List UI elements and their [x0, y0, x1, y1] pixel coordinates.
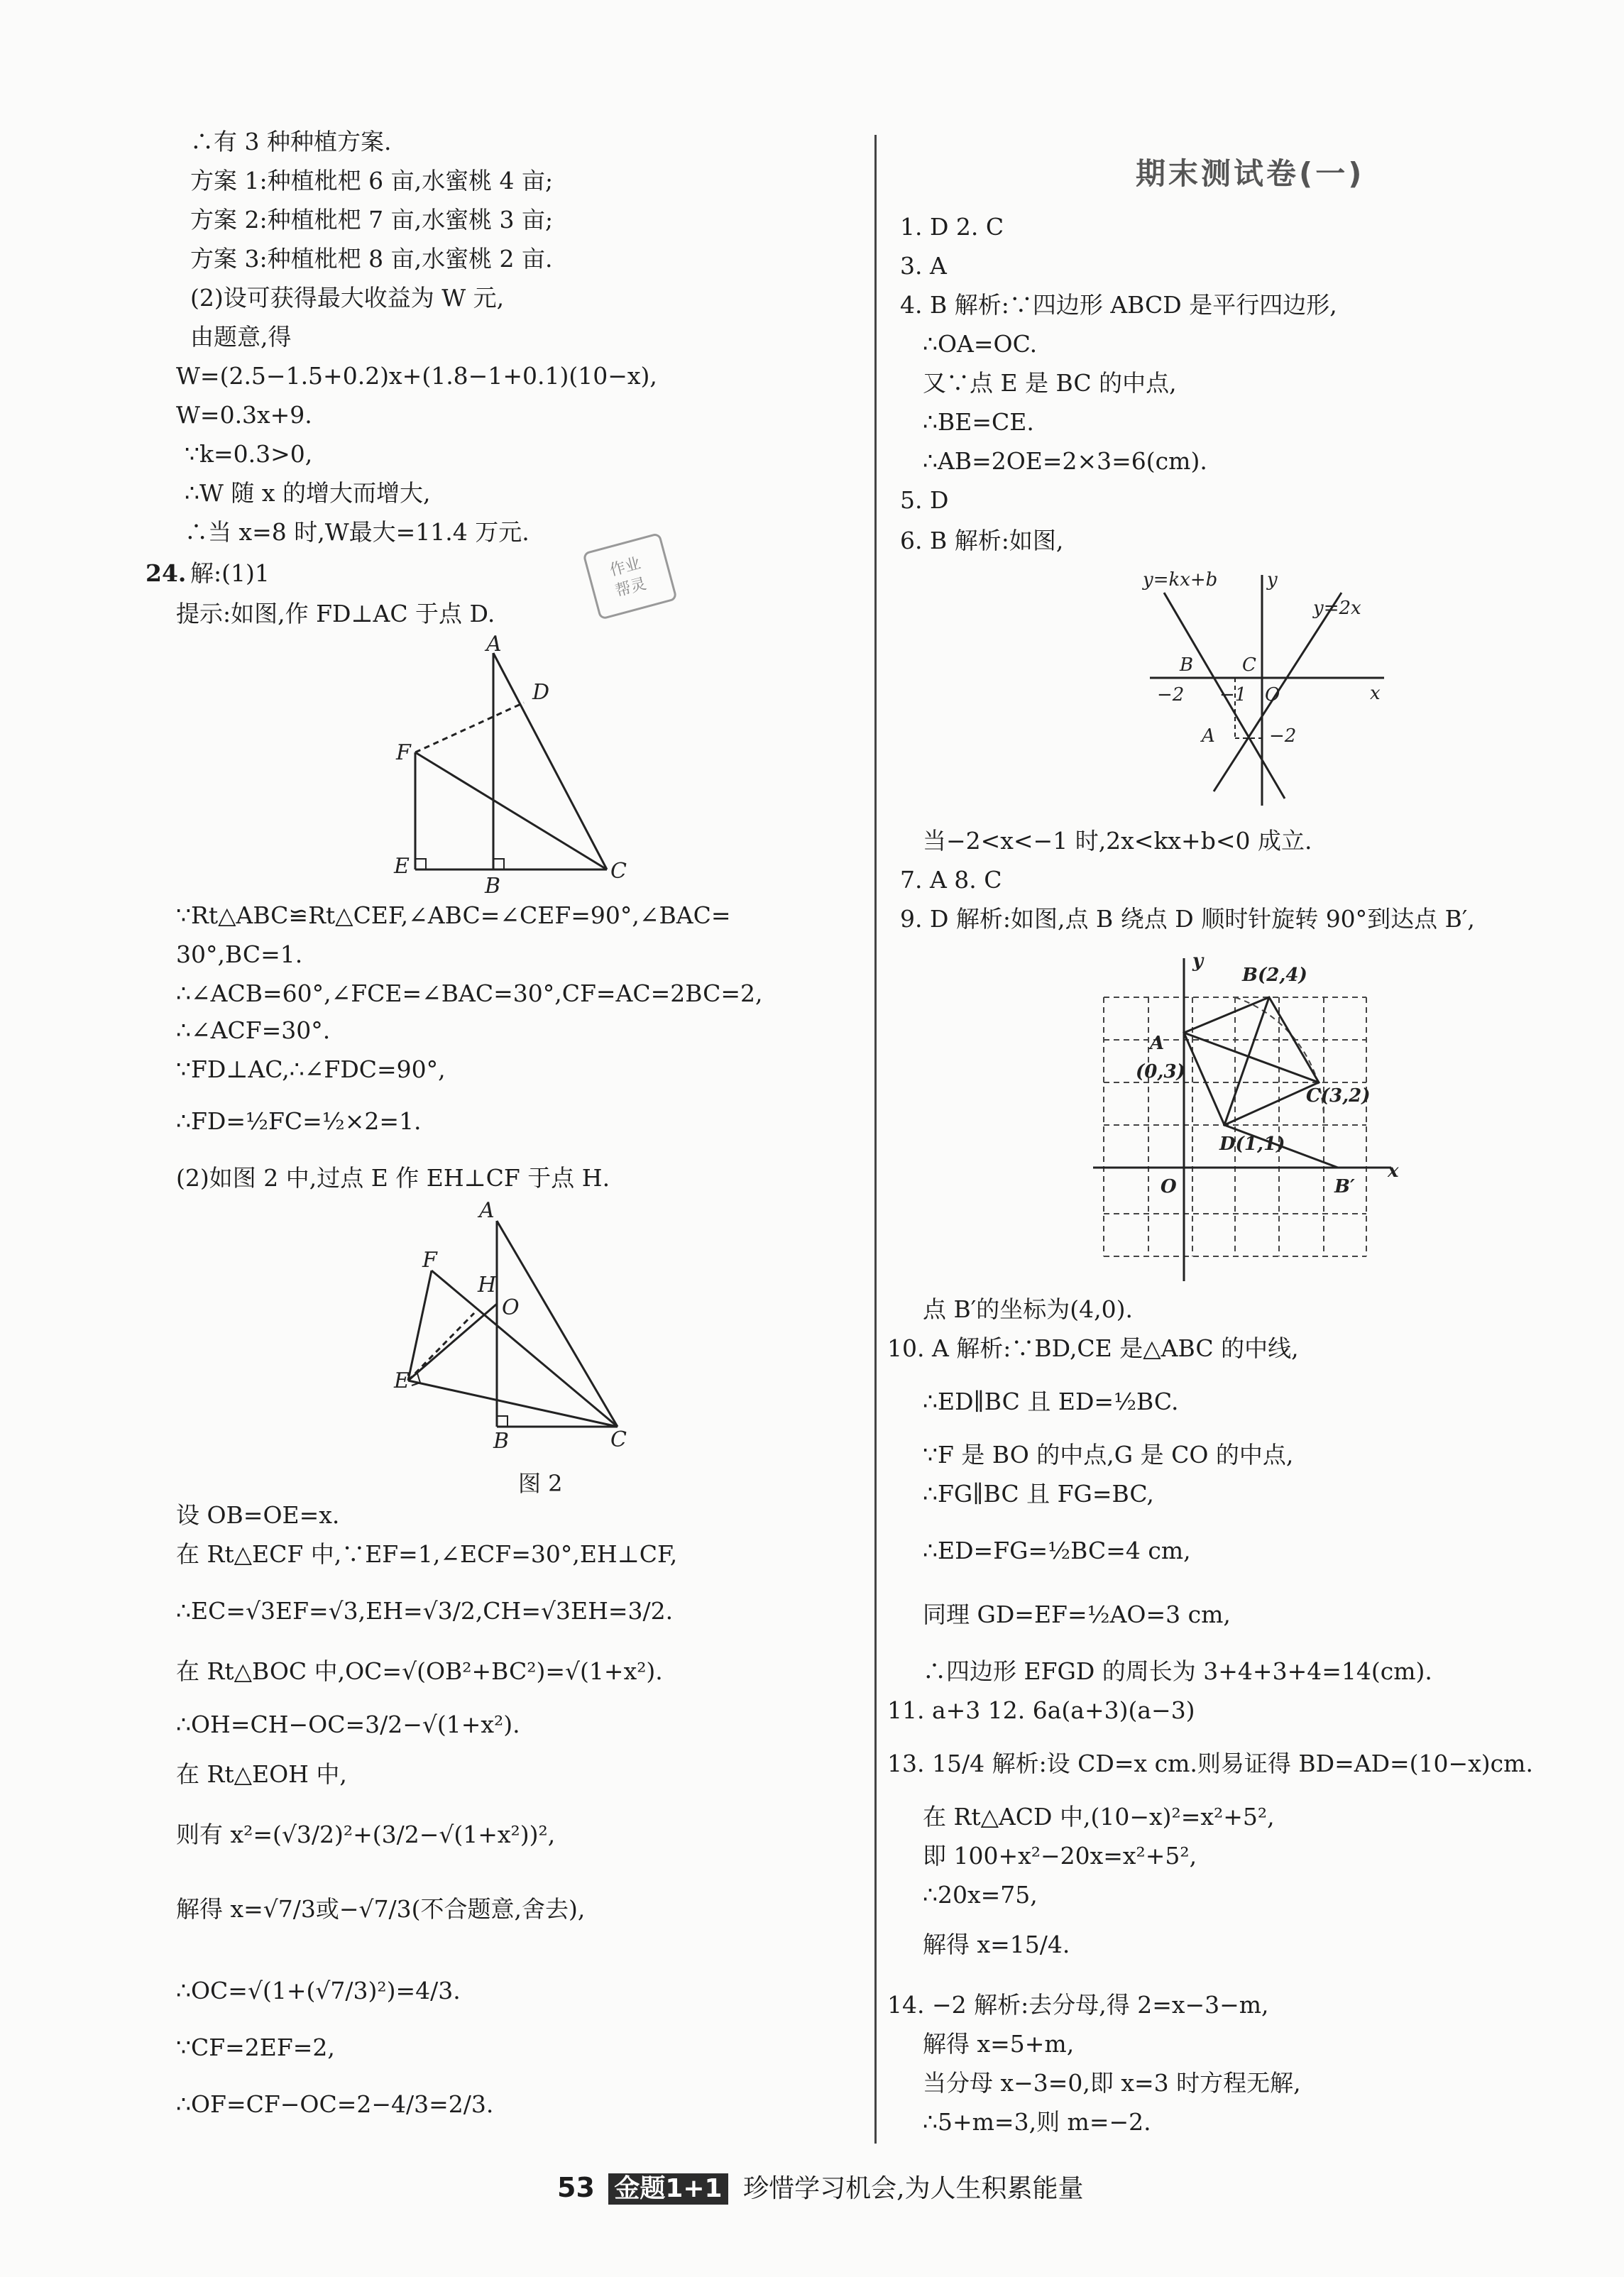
page-number: 53: [557, 2172, 595, 2203]
line-AC: [493, 653, 607, 869]
label-x: x: [1388, 1161, 1399, 1182]
grid: [1104, 997, 1366, 1256]
label-E: E: [394, 1368, 410, 1393]
label-minus1: −1: [1219, 684, 1247, 706]
text-line: ∴∠ACB=60°,∠FCE=∠BAC=30°,CF=AC=2BC=2,: [176, 980, 763, 1007]
label-A: A: [486, 635, 502, 657]
section-title: 期末测试卷(一): [1136, 156, 1365, 191]
text-line: ∴AB=2OE=2×3=6(cm).: [923, 447, 1207, 475]
right-angle-B: [493, 859, 504, 869]
text-line: ∴OA=OC.: [923, 330, 1038, 358]
text-line: 13. 15/4 解析:设 CD=x cm.则易证得 BD=AD=(10−x)cm.: [887, 1750, 1533, 1777]
text-line: ∴四边形 EFGD 的周长为 3+4+3+4=14(cm).: [923, 1657, 1432, 1685]
label-D: D: [532, 680, 550, 705]
graph-question-9: [1093, 951, 1412, 1292]
page-footer: [557, 2172, 1084, 2205]
text-line: ∴5+m=3,则 m=−2.: [923, 2108, 1151, 2136]
text-line: 当分母 x−3=0,即 x=3 时方程无解,: [923, 2069, 1301, 2097]
text-line: ∵F 是 BO 的中点,G 是 CO 的中点,: [923, 1441, 1294, 1469]
text-line: 由题意,得: [190, 323, 292, 351]
text-line: (2)设可获得最大收益为 W 元,: [190, 284, 505, 312]
label-F: F: [422, 1248, 437, 1273]
text-line: 又∵点 E 是 BC 的中点,: [923, 369, 1177, 397]
text-line: ∴EC=√3EF=√3,EH=√3/2,CH=√3EH=3/2.: [176, 1597, 674, 1625]
text-line: ∴OH=CH−OC=3/2−√(1+x²).: [176, 1711, 520, 1738]
text-line: ∵Rt△ABC≌Rt△CEF,∠ABC=∠CEF=90°,∠BAC=: [176, 901, 731, 929]
figure-1-triangle: [383, 635, 653, 898]
text-line: 14. −2 解析:去分母,得 2=x−3−m,: [887, 1991, 1269, 2019]
line-FD: [415, 703, 524, 752]
text-line: 解得 x=15/4.: [923, 1931, 1070, 1958]
label-C: C(3,2): [1306, 1085, 1371, 1107]
text-line: 提示:如图,作 FD⊥AC 于点 D.: [176, 600, 495, 627]
text-line: ∴FG∥BC 且 FG=BC,: [923, 1480, 1154, 1508]
text-line: ∴BE=CE.: [923, 408, 1034, 436]
label-B: B: [1180, 654, 1194, 676]
diag-AC: [1184, 1033, 1319, 1082]
text-line: ∵k=0.3>0,: [185, 440, 313, 468]
column-divider: [874, 135, 877, 2144]
text-line: 解得 x=5+m,: [923, 2030, 1075, 2058]
text-line: 3. A: [900, 252, 947, 280]
text-line: 方案 3:种植枇杷 8 亩,水蜜桃 2 亩.: [190, 245, 553, 273]
label-B: B: [485, 874, 501, 898]
text-line: 11. a+3 12. 6a(a+3)(a−3): [887, 1696, 1195, 1724]
label-O: O: [502, 1295, 520, 1320]
text-line: 设 OB=OE=x.: [176, 1501, 340, 1529]
label-A: A: [1150, 1033, 1165, 1054]
stamp-line-1: 作业: [608, 554, 643, 580]
label-B: B: [493, 1429, 510, 1454]
label-kx-b: y=kx+b: [1143, 569, 1218, 591]
text-line: ∵CF=2EF=2,: [176, 2034, 335, 2061]
text-line: 30°,BC=1.: [176, 940, 303, 968]
text-line: 9. D 解析:如图,点 B 绕点 D 顺时针旋转 90°到达点 B′,: [900, 905, 1475, 933]
text-line: 在 Rt△EOH 中,: [176, 1760, 347, 1788]
label-A: A: [1202, 725, 1215, 747]
label-minus2: −2: [1157, 684, 1185, 706]
text-line: 在 Rt△ECF 中,∵EF=1,∠ECF=30°,EH⊥CF,: [176, 1540, 678, 1568]
text-line: (2)如图 2 中,过点 E 作 EH⊥CF 于点 H.: [176, 1164, 610, 1192]
text-line: 即 100+x²−20x=x²+5²,: [923, 1842, 1197, 1870]
brand-badge: 金题1+1: [608, 2173, 728, 2205]
text-line: ∴W 随 x 的增大而增大,: [185, 479, 431, 507]
text-line: ∵FD⊥AC,∴∠FDC=90°,: [176, 1055, 446, 1083]
text-line: ∴FD=½FC=½×2=1.: [176, 1107, 422, 1135]
line-EC: [408, 1381, 618, 1427]
label-F: F: [396, 740, 411, 765]
label-B: B(2,4): [1242, 965, 1307, 986]
label-A-coord: (0,3): [1136, 1061, 1185, 1082]
figure-2-triangle: [383, 1200, 653, 1455]
text-line: ∴有 3 种种植方案.: [190, 128, 392, 155]
text-line: 6. B 解析:如图,: [900, 527, 1064, 554]
footer-slogan: 珍惜学习机会,为人生积累能量: [743, 2174, 1084, 2203]
label-O: O: [1161, 1176, 1177, 1197]
label-y: y: [1192, 951, 1204, 972]
text-line: 方案 2:种植枇杷 7 亩,水蜜桃 3 亩;: [190, 206, 554, 234]
line-AC: [497, 1221, 618, 1427]
text-line: 当−2<x<−1 时,2x<kx+b<0 成立.: [923, 827, 1312, 855]
text-line: 10. A 解析:∵BD,CE 是△ABC 的中线,: [887, 1334, 1299, 1362]
label-H: H: [478, 1273, 497, 1297]
text-line: 解:(1)1: [190, 559, 270, 587]
text-line: 7. A 8. C: [900, 866, 1002, 894]
text-line: ∴OF=CF−OC=2−4/3=2/3.: [176, 2090, 494, 2118]
stamp-watermark: [574, 524, 694, 630]
right-angle-B: [497, 1416, 508, 1427]
label-minus2-y: −2: [1269, 725, 1297, 747]
text-line: 同理 GD=EF=½AO=3 cm,: [923, 1601, 1231, 1628]
line-FC: [432, 1271, 618, 1427]
figure-2-caption: 图 2: [518, 1470, 563, 1497]
text-line: ∴∠ACF=30°.: [176, 1016, 331, 1044]
text-line: 在 Rt△BOC 中,OC=√(OB²+BC²)=√(1+x²).: [176, 1657, 663, 1685]
label-C: C: [1242, 654, 1256, 676]
stamp-line-2: 帮灵: [613, 575, 649, 600]
text-line: W=(2.5−1.5+0.2)x+(1.8−1+0.1)(10−x),: [176, 362, 657, 390]
text-line: 解得 x=√7/3或−√7/3(不合题意,舍去),: [176, 1895, 586, 1923]
text-line: 点 B′的坐标为(4,0).: [923, 1295, 1133, 1323]
text-line: ∴ED∥BC 且 ED=½BC.: [923, 1388, 1179, 1415]
label-A: A: [479, 1200, 495, 1223]
text-line: 1. D 2. C: [900, 213, 1004, 241]
label-C: C: [610, 859, 627, 884]
text-line: 4. B 解析:∵四边形 ABCD 是平行四边形,: [900, 291, 1337, 319]
quad-ABCD: [1184, 997, 1319, 1125]
text-line: 5. D: [900, 486, 949, 514]
line-FC: [415, 752, 607, 869]
label-x: x: [1370, 683, 1381, 704]
label-C: C: [610, 1427, 627, 1452]
line-EH: [408, 1313, 474, 1381]
label-2x: y=2x: [1313, 598, 1361, 619]
question-number: 24.: [146, 559, 187, 587]
label-y: y: [1267, 569, 1278, 591]
label-O: O: [1265, 684, 1280, 706]
text-line: 在 Rt△ACD 中,(10−x)²=x²+5²,: [923, 1803, 1275, 1831]
text-line: W=0.3x+9.: [176, 401, 312, 429]
text-line: ∴OC=√(1+(√7/3)²)=4/3.: [176, 1977, 461, 2004]
text-line: 则有 x²=(√3/2)²+(3/2−√(1+x²))²,: [176, 1821, 556, 1848]
label-B-prime: B′: [1334, 1176, 1355, 1197]
graph-question-6: [1136, 564, 1398, 813]
text-line: ∴20x=75,: [923, 1881, 1038, 1909]
right-angle-E: [415, 859, 426, 869]
text-line: ∴ED=FG=½BC=4 cm,: [923, 1537, 1191, 1564]
text-line: 方案 1:种植枇杷 6 亩,水蜜桃 4 亩;: [190, 167, 554, 194]
label-E: E: [394, 854, 410, 879]
label-D: D(1,1): [1219, 1134, 1285, 1155]
text-line: ∴当 x=8 时,W最大=11.4 万元.: [185, 518, 530, 546]
